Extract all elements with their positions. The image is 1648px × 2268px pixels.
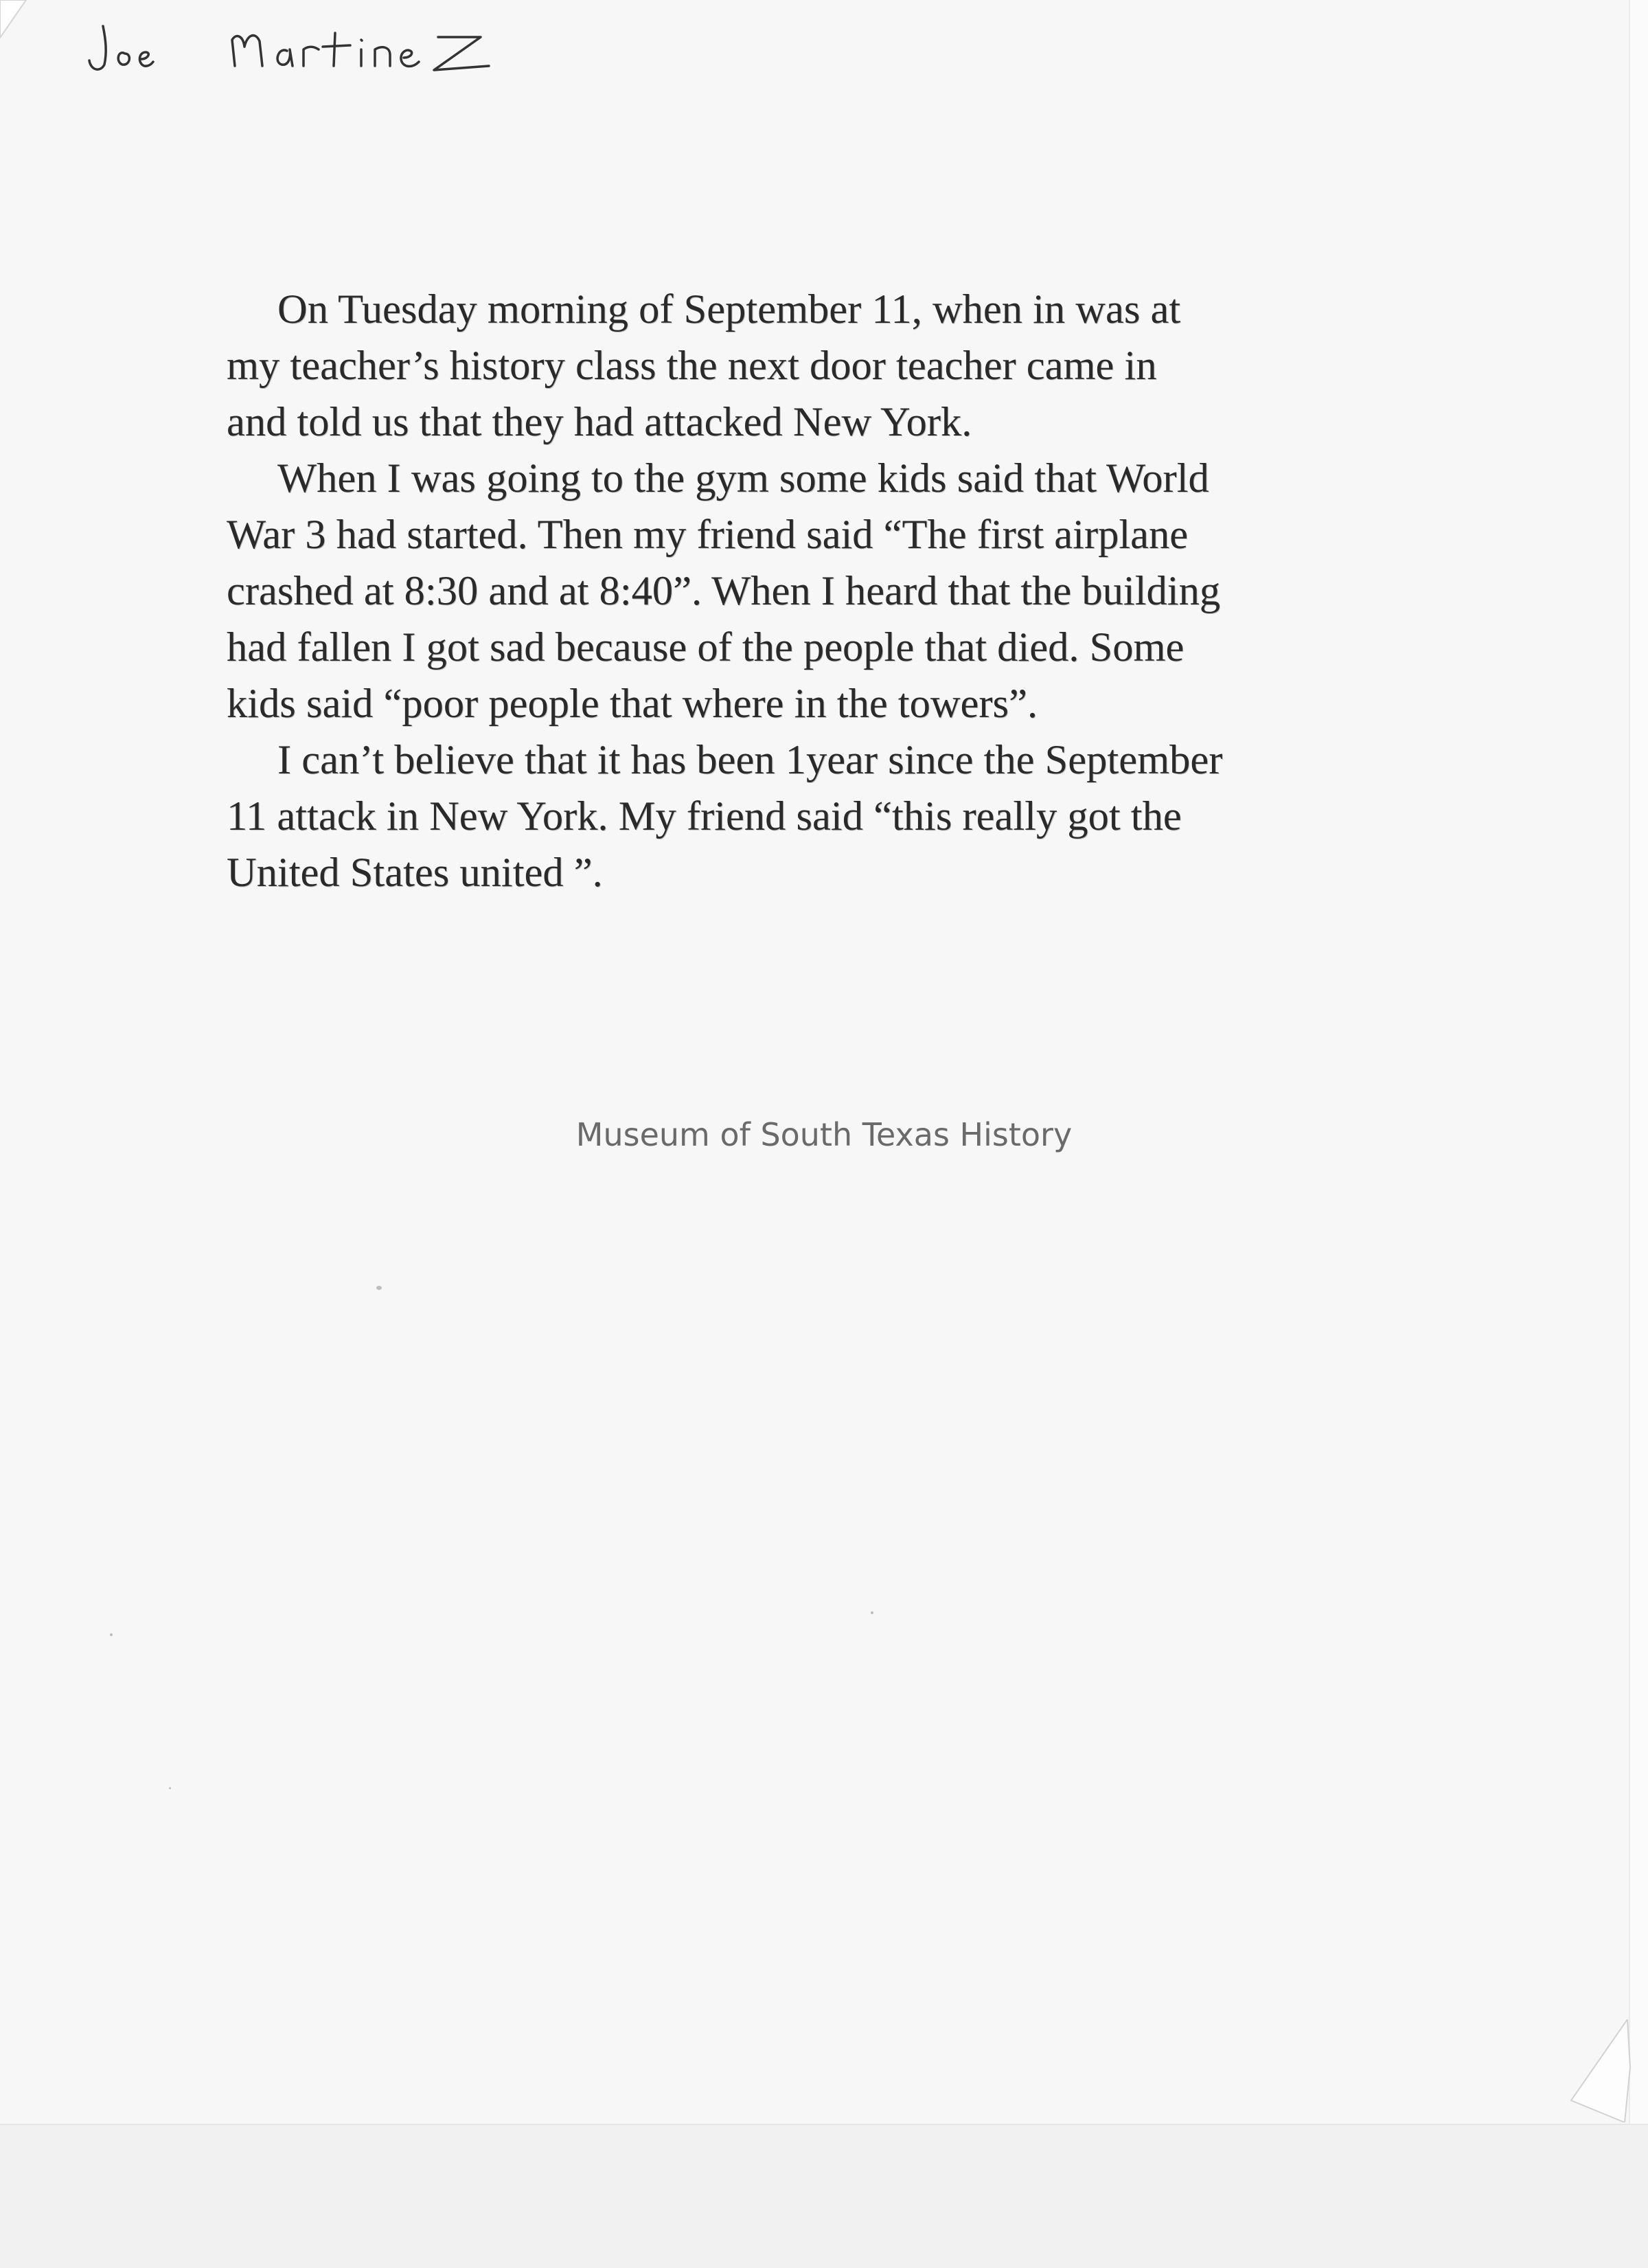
essay-line: my teacher’s history class the next door teacher came in [227,343,1157,389]
paper-speck [110,1633,113,1636]
essay-paragraph [227,732,1421,901]
essay-line: On Tuesday morning of September 11, when in was at [277,286,1181,332]
scanner-bed-strip [0,2124,1648,2268]
essay-paragraph [227,451,1421,732]
handwritten-signature [82,7,563,89]
essay-line: War 3 had started. Then my friend said “The first airplane [227,512,1189,558]
essay-line: I can’t believe that it has been 1year since the September [277,737,1223,783]
essay-line: When I was going to the gym some kids said that World [277,455,1209,501]
essay-paragraph [227,282,1421,451]
essay-line: 11 attack in New York. My friend said “this really got the [227,793,1182,839]
essay-line: kids said “poor people that where in the towers”. [227,681,1038,727]
essay-line: and told us that they had attacked New York. [227,399,972,445]
folded-corner-top-left [0,0,48,48]
folded-corner-bottom-right [1559,2019,1634,2122]
essay-line: had fallen I got sad because of the people that died. Some [227,624,1184,670]
paper-speck [871,1611,873,1614]
essay-body [227,282,1421,901]
essay-line: crashed at 8:30 and at 8:40”. When I heard that the building [227,568,1221,614]
museum-watermark: Museum of South Texas History [575,1116,1073,1153]
essay-line: United States united ”. [227,850,603,896]
paper-speck [376,1286,382,1290]
paper-speck [169,1787,171,1789]
